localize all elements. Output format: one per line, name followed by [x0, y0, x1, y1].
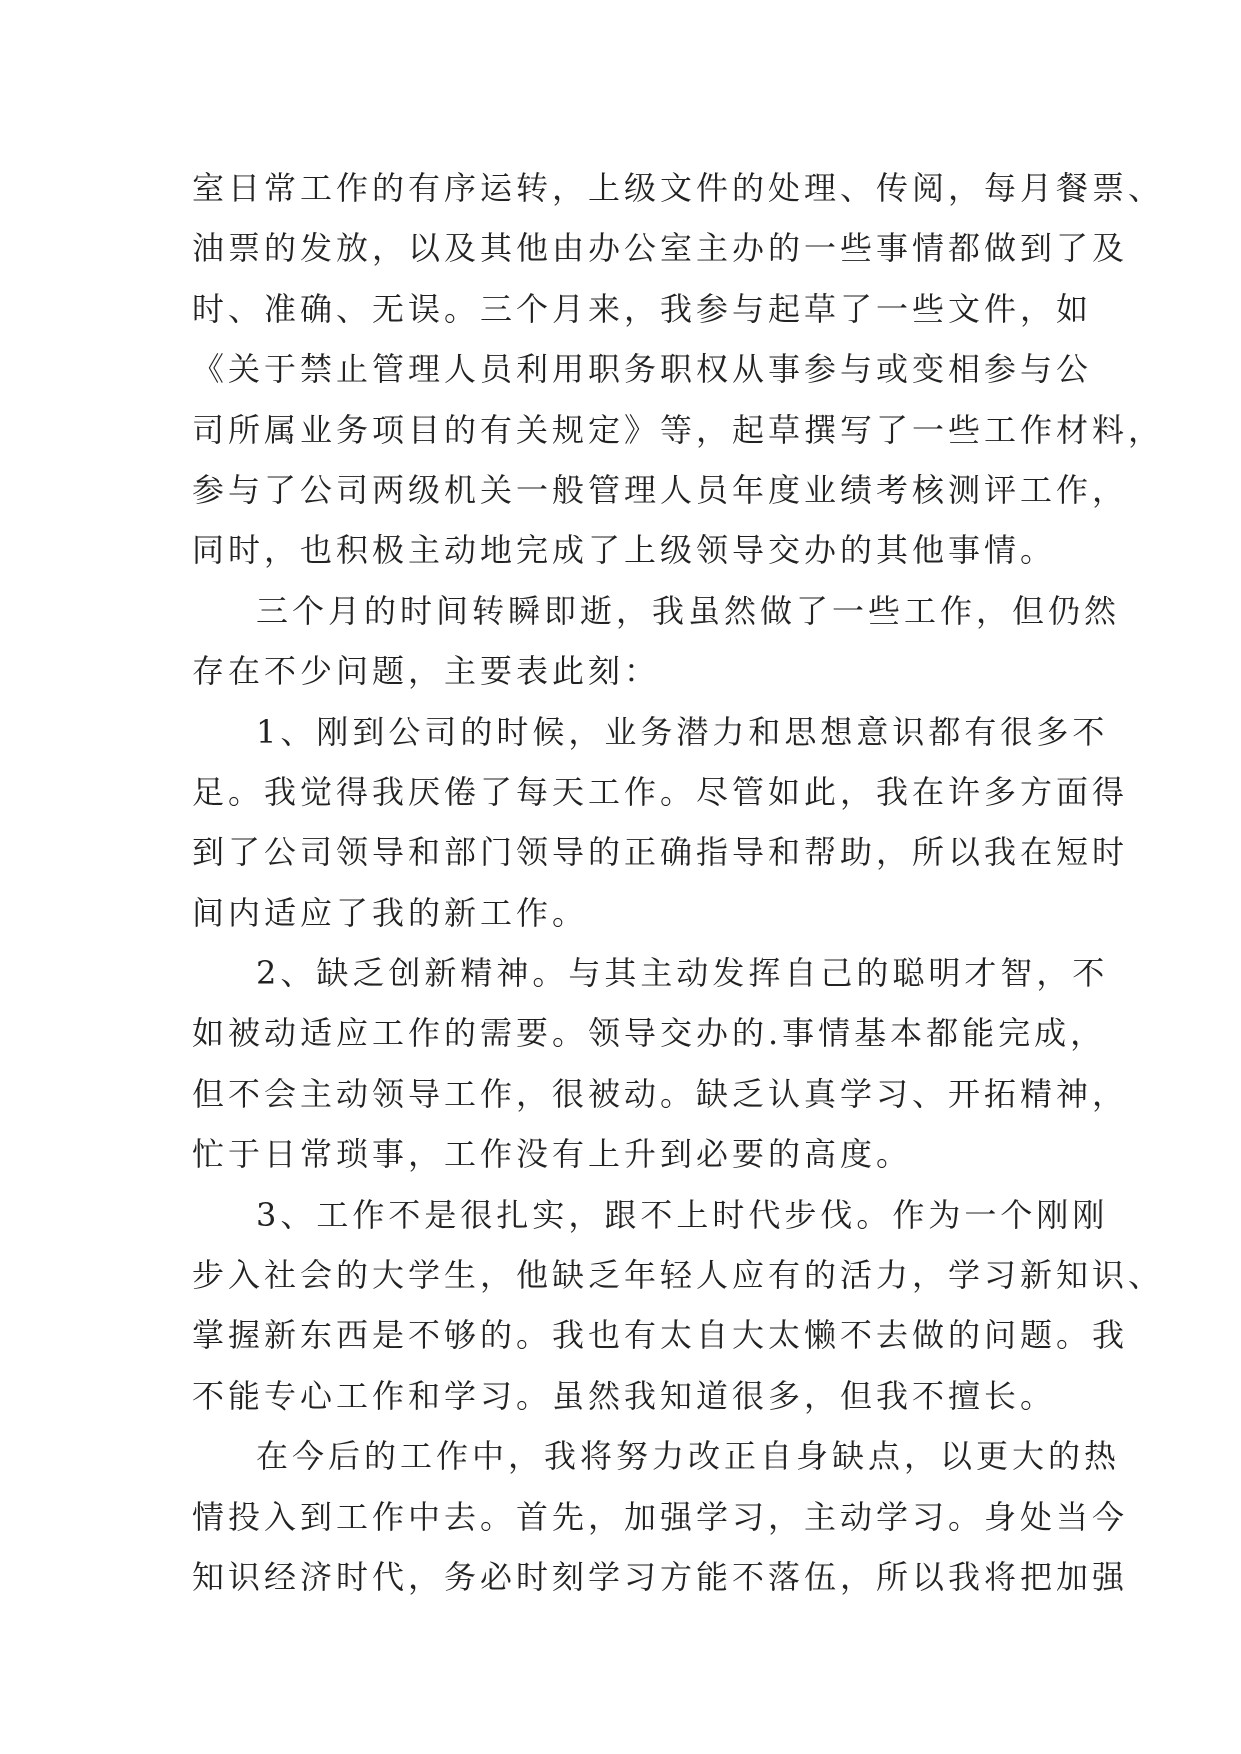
- text-line: 如被动适应工作的需要。领导交办的.事情基本都能完成，: [192, 1014, 1107, 1053]
- text-line: 但不会主动领导工作，很被动。缺乏认真学习、开拓精神，: [192, 1074, 1129, 1113]
- text-line: 存在不少问题，主要表此刻：: [192, 652, 661, 691]
- text-line: 同时，也积极主动地完成了上级领导交办的其他事情。: [192, 531, 1057, 570]
- text-line: 足。我觉得我厌倦了每天工作。尽管如此，我在许多方面得: [192, 772, 1129, 811]
- paragraph-start-line: 三个月的时间转瞬即逝，我虽然做了一些工作，但仍然: [256, 591, 1121, 630]
- text-line: 忙于日常琐事，工作没有上升到必要的高度。: [192, 1135, 913, 1174]
- paragraph-start-line: 在今后的工作中，我将努力改正自身缺点，以更大的热: [256, 1437, 1121, 1476]
- text-line: 不能专心工作和学习。虽然我知道很多，但我不擅长。: [192, 1376, 1057, 1415]
- document-page: [192, 158, 1165, 1607]
- text-line: 步入社会的大学生，他缺乏年轻人应有的活力，学习新知识、: [192, 1256, 1165, 1295]
- text-line: 油票的发放，以及其他由办公室主办的一些事情都做到了及: [192, 229, 1129, 268]
- text-line: 掌握新东西是不够的。我也有太自大太懒不去做的问题。我: [192, 1316, 1129, 1355]
- text-line: 参与了公司两级机关一般管理人员年度业绩考核测评工作，: [192, 470, 1129, 509]
- text-line: 室日常工作的有序运转，上级文件的处理、传阅，每月餐票、: [192, 169, 1165, 207]
- paragraph-start-line: 1、刚到公司的时候，业务潜力和思想意识都有很多不: [256, 712, 1109, 751]
- text-line: 司所属业务项目的有关规定》等，起草撰写了一些工作材料，: [192, 410, 1165, 449]
- text-line: 知识经济时代，务必时刻学习方能不落伍，所以我将把加强: [192, 1557, 1129, 1596]
- text-line: 间内适应了我的新工作。: [192, 893, 589, 932]
- text-line: 《关于禁止管理人员利用职务职权从事参与或变相参与公: [192, 350, 1093, 389]
- text-line: 时、准确、无误。三个月来，我参与起草了一些文件，如: [192, 289, 1093, 328]
- paragraph-start-line: 2、缺乏创新精神。与其主动发挥自己的聪明才智，不: [256, 954, 1109, 993]
- text-line: 情投入到工作中去。首先，加强学习，主动学习。身处当今: [192, 1497, 1129, 1536]
- text-line: 到了公司领导和部门领导的正确指导和帮助，所以我在短时: [192, 833, 1129, 872]
- paragraph-start-line: 3、工作不是很扎实，跟不上时代步伐。作为一个刚刚: [256, 1195, 1109, 1234]
